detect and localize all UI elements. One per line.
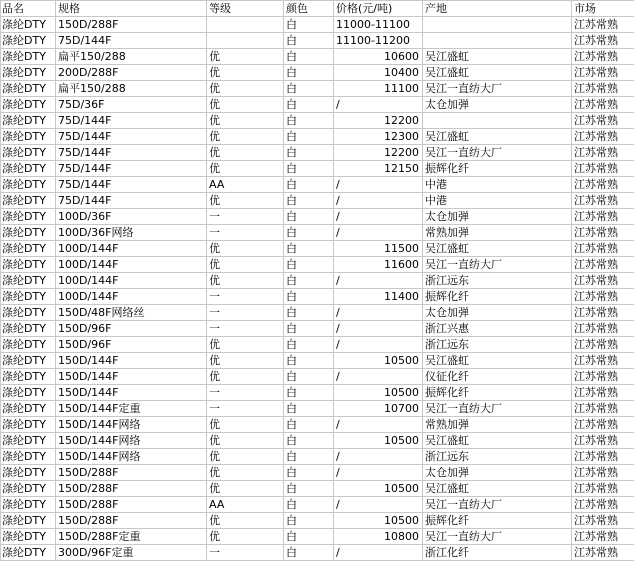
table-row xyxy=(1,225,634,241)
cell-origin[interactable]: 太仓加弹 xyxy=(423,305,572,321)
cell-origin[interactable]: 常熟加弹 xyxy=(423,225,572,241)
cell-price[interactable]: 11100 xyxy=(334,81,423,97)
table-row xyxy=(1,113,634,129)
cell-grade[interactable]: 优 xyxy=(207,353,284,369)
cell-price[interactable]: / xyxy=(334,321,423,337)
cell-color[interactable]: 白 xyxy=(284,257,334,273)
table-row xyxy=(1,417,634,433)
cell-product[interactable]: 涤纶DTY xyxy=(1,49,56,65)
cell-grade[interactable]: 一 xyxy=(207,321,284,337)
cell-product[interactable]: 涤纶DTY xyxy=(1,17,56,33)
cell-price[interactable]: 10500 xyxy=(334,385,423,401)
cell-grade[interactable]: 优 xyxy=(207,65,284,81)
table-row xyxy=(1,129,634,145)
cell-price[interactable]: / xyxy=(334,97,423,113)
cell-market[interactable]: 江苏常熟 xyxy=(572,369,634,385)
cell-color[interactable]: 白 xyxy=(284,353,334,369)
cell-color[interactable]: 白 xyxy=(284,193,334,209)
cell-color[interactable]: 白 xyxy=(284,433,334,449)
cell-origin[interactable] xyxy=(423,33,572,49)
cell-color[interactable]: 白 xyxy=(284,545,334,561)
cell-market[interactable]: 江苏常熟 xyxy=(572,65,634,81)
cell-market[interactable]: 江苏常熟 xyxy=(572,161,634,177)
table-row xyxy=(1,513,634,529)
table-row xyxy=(1,65,634,81)
cell-origin[interactable]: 振辉化纤 xyxy=(423,289,572,305)
cell-origin[interactable]: 仪征化纤 xyxy=(423,369,572,385)
cell-product[interactable]: 涤纶DTY xyxy=(1,369,56,385)
cell-market[interactable]: 江苏常熟 xyxy=(572,257,634,273)
cell-price[interactable]: / xyxy=(334,193,423,209)
cell-market[interactable]: 江苏常熟 xyxy=(572,465,634,481)
cell-price[interactable]: / xyxy=(334,177,423,193)
cell-grade[interactable]: 优 xyxy=(207,161,284,177)
cell-product[interactable]: 涤纶DTY xyxy=(1,545,56,561)
cell-spec[interactable]: 75D/144F xyxy=(56,145,207,161)
table-row xyxy=(1,529,634,545)
cell-origin[interactable]: 吴江盛虹 xyxy=(423,433,572,449)
table-body xyxy=(1,1,634,561)
cell-spec[interactable]: 150D/48F网络丝 xyxy=(56,305,207,321)
cell-market[interactable]: 江苏常熟 xyxy=(572,305,634,321)
cell-spec[interactable]: 扁平150/288 xyxy=(56,49,207,65)
header-cell-origin[interactable]: 产地 xyxy=(423,1,572,17)
cell-grade[interactable]: 一 xyxy=(207,225,284,241)
cell-spec[interactable]: 75D/144F xyxy=(56,113,207,129)
cell-grade[interactable]: AA xyxy=(207,497,284,513)
cell-product[interactable]: 涤纶DTY xyxy=(1,209,56,225)
cell-market[interactable]: 江苏常熟 xyxy=(572,321,634,337)
cell-grade[interactable]: 一 xyxy=(207,289,284,305)
cell-origin[interactable]: 吴江盛虹 xyxy=(423,241,572,257)
cell-product[interactable]: 涤纶DTY xyxy=(1,33,56,49)
cell-origin[interactable] xyxy=(423,113,572,129)
table-row xyxy=(1,449,634,465)
header-row xyxy=(1,1,634,17)
cell-origin[interactable]: 浙江远东 xyxy=(423,449,572,465)
cell-spec[interactable]: 300D/96F定重 xyxy=(56,545,207,561)
header-cell-price[interactable]: 价格(元/吨) xyxy=(334,1,423,17)
cell-price[interactable]: 11400 xyxy=(334,289,423,305)
cell-color[interactable]: 白 xyxy=(284,321,334,337)
cell-spec[interactable]: 150D/144F定重 xyxy=(56,401,207,417)
cell-market[interactable]: 江苏常熟 xyxy=(572,497,634,513)
cell-origin[interactable]: 吴江盛虹 xyxy=(423,129,572,145)
cell-origin[interactable]: 振辉化纤 xyxy=(423,385,572,401)
cell-market[interactable]: 江苏常熟 xyxy=(572,113,634,129)
cell-price[interactable]: 10400 xyxy=(334,65,423,81)
cell-market[interactable]: 江苏常熟 xyxy=(572,81,634,97)
cell-origin[interactable]: 吴江盛虹 xyxy=(423,49,572,65)
cell-product[interactable]: 涤纶DTY xyxy=(1,241,56,257)
cell-market[interactable]: 江苏常熟 xyxy=(572,353,634,369)
cell-price[interactable]: / xyxy=(334,369,423,385)
cell-spec[interactable]: 100D/144F xyxy=(56,289,207,305)
cell-market[interactable]: 江苏常熟 xyxy=(572,433,634,449)
cell-spec[interactable]: 100D/36F xyxy=(56,209,207,225)
cell-market[interactable]: 江苏常熟 xyxy=(572,241,634,257)
table-row xyxy=(1,161,634,177)
cell-price[interactable]: 12150 xyxy=(334,161,423,177)
table-row xyxy=(1,353,634,369)
cell-grade[interactable]: 优 xyxy=(207,113,284,129)
cell-grade[interactable]: 优 xyxy=(207,465,284,481)
cell-product[interactable]: 涤纶DTY xyxy=(1,305,56,321)
cell-spec[interactable]: 150D/288F定重 xyxy=(56,529,207,545)
cell-price[interactable]: / xyxy=(334,497,423,513)
table-row xyxy=(1,33,634,49)
cell-grade[interactable]: 优 xyxy=(207,449,284,465)
cell-grade[interactable]: 优 xyxy=(207,129,284,145)
cell-origin[interactable]: 浙江远东 xyxy=(423,337,572,353)
cell-origin[interactable]: 浙江化纤 xyxy=(423,545,572,561)
cell-spec[interactable]: 75D/144F xyxy=(56,33,207,49)
cell-spec[interactable]: 150D/96F xyxy=(56,321,207,337)
cell-color[interactable]: 白 xyxy=(284,209,334,225)
cell-spec[interactable]: 100D/144F xyxy=(56,241,207,257)
cell-market[interactable]: 江苏常熟 xyxy=(572,49,634,65)
cell-color[interactable]: 白 xyxy=(284,497,334,513)
cell-origin[interactable]: 吴江一直纺大厂 xyxy=(423,81,572,97)
cell-price[interactable]: 10800 xyxy=(334,529,423,545)
cell-grade[interactable] xyxy=(207,17,284,33)
cell-product[interactable]: 涤纶DTY xyxy=(1,81,56,97)
header-cell-spec[interactable]: 规格 xyxy=(56,1,207,17)
cell-color[interactable]: 白 xyxy=(284,177,334,193)
cell-market[interactable]: 江苏常熟 xyxy=(572,545,634,561)
cell-spec[interactable]: 150D/144F xyxy=(56,385,207,401)
cell-origin[interactable]: 吴江盛虹 xyxy=(423,481,572,497)
table-row xyxy=(1,241,634,257)
cell-grade[interactable]: 一 xyxy=(207,305,284,321)
cell-price[interactable]: 12200 xyxy=(334,113,423,129)
cell-color[interactable]: 白 xyxy=(284,305,334,321)
cell-origin[interactable] xyxy=(423,17,572,33)
cell-product[interactable]: 涤纶DTY xyxy=(1,497,56,513)
cell-product[interactable]: 涤纶DTY xyxy=(1,97,56,113)
cell-origin[interactable]: 浙江兴惠 xyxy=(423,321,572,337)
cell-color[interactable]: 白 xyxy=(284,481,334,497)
cell-color[interactable]: 白 xyxy=(284,385,334,401)
cell-price[interactable]: / xyxy=(334,273,423,289)
table-row xyxy=(1,369,634,385)
cell-product[interactable]: 涤纶DTY xyxy=(1,193,56,209)
table-row xyxy=(1,481,634,497)
cell-color[interactable]: 白 xyxy=(284,49,334,65)
cell-grade[interactable]: 优 xyxy=(207,241,284,257)
cell-origin[interactable]: 吴江一直纺大厂 xyxy=(423,401,572,417)
table-row xyxy=(1,81,634,97)
cell-spec[interactable]: 100D/144F xyxy=(56,273,207,289)
cell-price[interactable]: / xyxy=(334,209,423,225)
cell-spec[interactable]: 75D/36F xyxy=(56,97,207,113)
cell-grade[interactable]: 优 xyxy=(207,433,284,449)
table-row xyxy=(1,433,634,449)
cell-product[interactable]: 涤纶DTY xyxy=(1,337,56,353)
cell-product[interactable]: 涤纶DTY xyxy=(1,257,56,273)
cell-product[interactable]: 涤纶DTY xyxy=(1,513,56,529)
cell-price[interactable]: 12300 xyxy=(334,129,423,145)
header-cell-market[interactable]: 市场 xyxy=(572,1,634,17)
cell-origin[interactable]: 振辉化纤 xyxy=(423,513,572,529)
header-cell-product[interactable]: 品名 xyxy=(1,1,56,17)
cell-color[interactable]: 白 xyxy=(284,225,334,241)
cell-origin[interactable]: 常熟加弹 xyxy=(423,417,572,433)
cell-price[interactable]: 10500 xyxy=(334,433,423,449)
cell-grade[interactable]: AA xyxy=(207,177,284,193)
cell-market[interactable]: 江苏常熟 xyxy=(572,225,634,241)
cell-market[interactable]: 江苏常熟 xyxy=(572,529,634,545)
cell-spec[interactable]: 扁平150/288 xyxy=(56,81,207,97)
cell-product[interactable]: 涤纶DTY xyxy=(1,177,56,193)
cell-color[interactable]: 白 xyxy=(284,65,334,81)
cell-origin[interactable]: 中港 xyxy=(423,193,572,209)
header-cell-grade[interactable]: 等级 xyxy=(207,1,284,17)
cell-price[interactable]: 11100-11200 xyxy=(334,33,423,49)
cell-grade[interactable]: 优 xyxy=(207,257,284,273)
table-row xyxy=(1,545,634,561)
cell-product[interactable]: 涤纶DTY xyxy=(1,481,56,497)
cell-grade[interactable]: 一 xyxy=(207,209,284,225)
cell-color[interactable]: 白 xyxy=(284,417,334,433)
table-row xyxy=(1,401,634,417)
table-row xyxy=(1,177,634,193)
cell-grade[interactable]: 优 xyxy=(207,273,284,289)
cell-color[interactable]: 白 xyxy=(284,337,334,353)
cell-origin[interactable]: 吴江一直纺大厂 xyxy=(423,145,572,161)
cell-market[interactable]: 江苏常熟 xyxy=(572,97,634,113)
table-row xyxy=(1,497,634,513)
cell-color[interactable]: 白 xyxy=(284,129,334,145)
table-row xyxy=(1,209,634,225)
cell-origin[interactable]: 吴江盛虹 xyxy=(423,65,572,81)
cell-price[interactable]: 10500 xyxy=(334,481,423,497)
cell-market[interactable]: 江苏常熟 xyxy=(572,33,634,49)
cell-origin[interactable]: 振辉化纤 xyxy=(423,161,572,177)
cell-spec[interactable]: 150D/288F xyxy=(56,497,207,513)
cell-product[interactable]: 涤纶DTY xyxy=(1,385,56,401)
cell-product[interactable]: 涤纶DTY xyxy=(1,433,56,449)
cell-market[interactable]: 江苏常熟 xyxy=(572,513,634,529)
cell-market[interactable]: 江苏常熟 xyxy=(572,209,634,225)
cell-grade[interactable]: 优 xyxy=(207,145,284,161)
cell-grade[interactable]: 优 xyxy=(207,49,284,65)
cell-market[interactable]: 江苏常熟 xyxy=(572,193,634,209)
cell-price[interactable]: 10700 xyxy=(334,401,423,417)
cell-origin[interactable]: 吴江盛虹 xyxy=(423,353,572,369)
cell-product[interactable]: 涤纶DTY xyxy=(1,353,56,369)
cell-origin[interactable]: 太仓加弹 xyxy=(423,97,572,113)
cell-grade[interactable]: 优 xyxy=(207,529,284,545)
table-row xyxy=(1,49,634,65)
cell-market[interactable]: 江苏常熟 xyxy=(572,337,634,353)
cell-spec[interactable]: 75D/144F xyxy=(56,193,207,209)
cell-color[interactable]: 白 xyxy=(284,369,334,385)
cell-grade[interactable]: 优 xyxy=(207,369,284,385)
cell-grade[interactable]: 一 xyxy=(207,545,284,561)
cell-grade[interactable]: 优 xyxy=(207,481,284,497)
cell-color[interactable]: 白 xyxy=(284,33,334,49)
cell-spec[interactable]: 150D/144F网络 xyxy=(56,433,207,449)
table-row xyxy=(1,305,634,321)
cell-origin[interactable]: 浙江远东 xyxy=(423,273,572,289)
cell-spec[interactable]: 150D/288F xyxy=(56,465,207,481)
cell-product[interactable]: 涤纶DTY xyxy=(1,529,56,545)
cell-product[interactable]: 涤纶DTY xyxy=(1,289,56,305)
cell-spec[interactable]: 100D/144F xyxy=(56,257,207,273)
cell-spec[interactable]: 100D/36F网络 xyxy=(56,225,207,241)
cell-color[interactable]: 白 xyxy=(284,289,334,305)
cell-spec[interactable]: 150D/144F xyxy=(56,369,207,385)
cell-price[interactable]: 10500 xyxy=(334,353,423,369)
table-row xyxy=(1,337,634,353)
cell-market[interactable]: 江苏常熟 xyxy=(572,385,634,401)
cell-color[interactable]: 白 xyxy=(284,17,334,33)
cell-spec[interactable]: 150D/144F网络 xyxy=(56,449,207,465)
cell-product[interactable]: 涤纶DTY xyxy=(1,145,56,161)
cell-market[interactable]: 江苏常熟 xyxy=(572,417,634,433)
cell-product[interactable]: 涤纶DTY xyxy=(1,417,56,433)
cell-color[interactable]: 白 xyxy=(284,113,334,129)
table-row xyxy=(1,97,634,113)
cell-spec[interactable]: 150D/288F xyxy=(56,513,207,529)
cell-price[interactable]: / xyxy=(334,417,423,433)
cell-price[interactable]: 12200 xyxy=(334,145,423,161)
cell-price[interactable]: / xyxy=(334,465,423,481)
cell-product[interactable]: 涤纶DTY xyxy=(1,65,56,81)
cell-grade[interactable]: 优 xyxy=(207,337,284,353)
cell-product[interactable]: 涤纶DTY xyxy=(1,465,56,481)
cell-price[interactable]: 10500 xyxy=(334,513,423,529)
cell-market[interactable]: 江苏常熟 xyxy=(572,401,634,417)
cell-color[interactable]: 白 xyxy=(284,97,334,113)
cell-product[interactable]: 涤纶DTY xyxy=(1,449,56,465)
cell-market[interactable]: 江苏常熟 xyxy=(572,273,634,289)
table-row xyxy=(1,193,634,209)
table-row xyxy=(1,289,634,305)
cell-product[interactable]: 涤纶DTY xyxy=(1,321,56,337)
cell-market[interactable]: 江苏常熟 xyxy=(572,289,634,305)
cell-grade[interactable]: 一 xyxy=(207,385,284,401)
header-cell-color[interactable]: 颜色 xyxy=(284,1,334,17)
cell-market[interactable]: 江苏常熟 xyxy=(572,481,634,497)
cell-color[interactable]: 白 xyxy=(284,241,334,257)
cell-product[interactable]: 涤纶DTY xyxy=(1,113,56,129)
cell-origin[interactable]: 吴江一直纺大厂 xyxy=(423,497,572,513)
cell-product[interactable]: 涤纶DTY xyxy=(1,161,56,177)
cell-color[interactable]: 白 xyxy=(284,465,334,481)
cell-color[interactable]: 白 xyxy=(284,161,334,177)
cell-color[interactable]: 白 xyxy=(284,401,334,417)
cell-spec[interactable]: 75D/144F xyxy=(56,129,207,145)
cell-grade[interactable]: 一 xyxy=(207,401,284,417)
cell-color[interactable]: 白 xyxy=(284,273,334,289)
cell-origin[interactable]: 吴江一直纺大厂 xyxy=(423,257,572,273)
cell-spec[interactable]: 150D/144F网络 xyxy=(56,417,207,433)
cell-spec[interactable]: 150D/144F xyxy=(56,353,207,369)
cell-spec[interactable]: 200D/288F xyxy=(56,65,207,81)
cell-grade[interactable]: 优 xyxy=(207,417,284,433)
cell-color[interactable]: 白 xyxy=(284,449,334,465)
cell-market[interactable]: 江苏常熟 xyxy=(572,145,634,161)
cell-spec[interactable]: 75D/144F xyxy=(56,161,207,177)
cell-spec[interactable]: 150D/288F xyxy=(56,481,207,497)
cell-color[interactable]: 白 xyxy=(284,145,334,161)
cell-grade[interactable] xyxy=(207,33,284,49)
table-row xyxy=(1,273,634,289)
cell-market[interactable]: 江苏常熟 xyxy=(572,17,634,33)
cell-spec[interactable]: 150D/288F xyxy=(56,17,207,33)
cell-price[interactable]: / xyxy=(334,449,423,465)
table-row xyxy=(1,465,634,481)
cell-price[interactable]: / xyxy=(334,305,423,321)
cell-price[interactable]: 10600 xyxy=(334,49,423,65)
table-row xyxy=(1,257,634,273)
cell-grade[interactable]: 优 xyxy=(207,81,284,97)
cell-color[interactable]: 白 xyxy=(284,513,334,529)
table-row xyxy=(1,321,634,337)
cell-market[interactable]: 江苏常熟 xyxy=(572,129,634,145)
cell-color[interactable]: 白 xyxy=(284,81,334,97)
cell-spec[interactable]: 75D/144F xyxy=(56,177,207,193)
table-row xyxy=(1,385,634,401)
cell-origin[interactable]: 太仓加弹 xyxy=(423,209,572,225)
cell-price[interactable]: 11600 xyxy=(334,257,423,273)
cell-price[interactable]: / xyxy=(334,337,423,353)
cell-grade[interactable]: 优 xyxy=(207,193,284,209)
cell-color[interactable]: 白 xyxy=(284,529,334,545)
cell-product[interactable]: 涤纶DTY xyxy=(1,401,56,417)
cell-product[interactable]: 涤纶DTY xyxy=(1,129,56,145)
cell-market[interactable]: 江苏常熟 xyxy=(572,177,634,193)
cell-grade[interactable]: 优 xyxy=(207,97,284,113)
cell-price[interactable]: 11500 xyxy=(334,241,423,257)
cell-origin[interactable]: 中港 xyxy=(423,177,572,193)
cell-spec[interactable]: 150D/96F xyxy=(56,337,207,353)
cell-origin[interactable]: 吴江一直纺大厂 xyxy=(423,529,572,545)
cell-grade[interactable]: 优 xyxy=(207,513,284,529)
table-row xyxy=(1,17,634,33)
cell-market[interactable]: 江苏常熟 xyxy=(572,449,634,465)
cell-product[interactable]: 涤纶DTY xyxy=(1,225,56,241)
cell-price[interactable]: 11000-11100 xyxy=(334,17,423,33)
cell-origin[interactable]: 太仓加弹 xyxy=(423,465,572,481)
cell-product[interactable]: 涤纶DTY xyxy=(1,273,56,289)
cell-price[interactable]: / xyxy=(334,225,423,241)
table-row xyxy=(1,145,634,161)
cell-price[interactable]: / xyxy=(334,545,423,561)
